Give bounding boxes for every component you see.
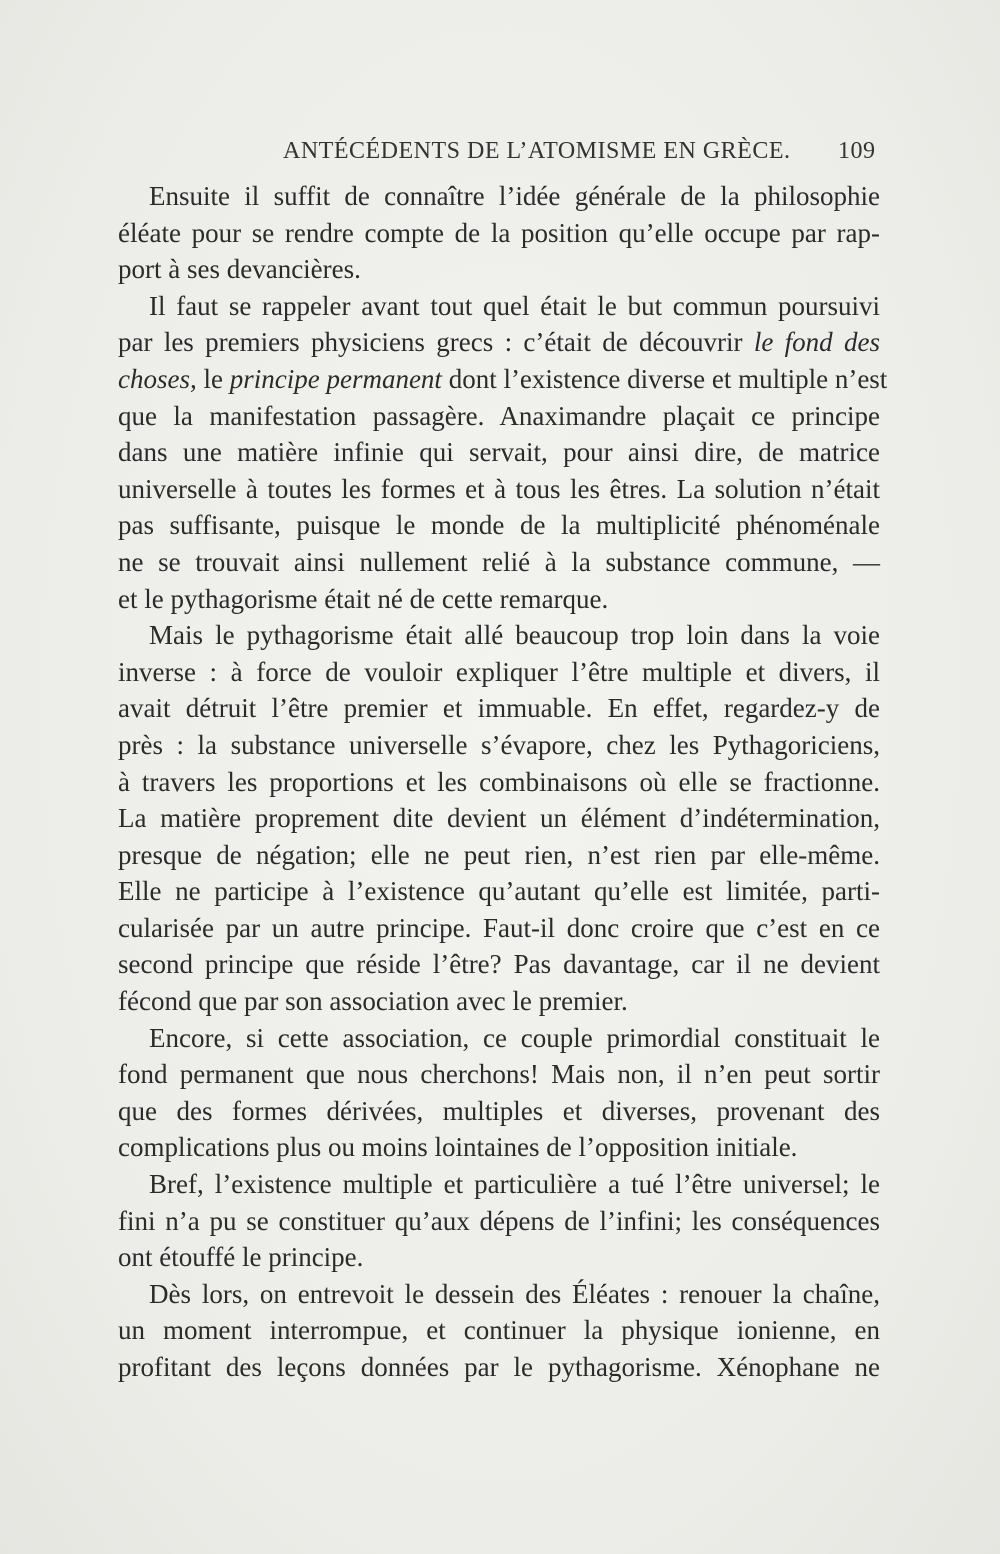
text-segment: par les premiers physiciens grecs : c’était de découvrir <box>118 327 743 358</box>
text-line: Bref, l’existence multiple et particulière a tué l’être universel; le <box>149 1169 880 1200</box>
text-line: et le pythagorisme était né de cette remarque. <box>118 583 609 614</box>
paragraph <box>118 288 888 617</box>
page-number: 109 <box>838 138 876 164</box>
paragraph <box>118 178 880 288</box>
text-line: ne se trouvait ainsi nullement relié à la substance commune, — <box>118 546 880 577</box>
text-line: un moment interrompue, et continuer la physique ionienne, en <box>118 1315 880 1346</box>
text-line: à travers les proportions et les combinaisons où elle se fractionne. <box>118 766 880 797</box>
text-line: Ensuite il suffit de connaître l’idée générale de la philosophie <box>149 181 880 211</box>
text-line: fécond que par son association avec le premier. <box>118 986 628 1017</box>
text-line: Mais le pythagorisme était allé beaucoup trop loin dans la voie <box>149 620 880 651</box>
text-line: Elle ne participe à l’existence qu’autant qu’elle est limitée, parti- <box>118 876 880 907</box>
paragraph <box>118 1276 880 1386</box>
text-line: pas suffisante, puisque le monde de la multiplicité phénoménale <box>118 510 880 541</box>
text-line: que la manifestation passagère. Anaximandre plaçait ce principe <box>118 400 880 431</box>
text-line: fond permanent que nous cherchons! Mais non, il n’en peut sortir <box>118 1059 880 1090</box>
text-line: universelle à toutes les formes et à tous les êtres. La solution n’était <box>118 473 880 504</box>
text-line: que des formes dérivées, multiples et diverses, provenant des <box>118 1095 880 1126</box>
italic-phrase: principe permanent <box>229 363 442 394</box>
italic-phrase: choses, <box>118 363 197 394</box>
text-segment: le <box>203 363 223 394</box>
text-line: complications plus ou moins lointaines de l’opposition initiale. <box>118 1132 798 1163</box>
body-text <box>118 178 888 1386</box>
text-line: Dès lors, on entrevoit le dessein des Éléates : renouer la chaîne, <box>149 1278 880 1309</box>
text-line: port à ses devancières. <box>118 254 361 285</box>
text-line: près : la substance universelle s’évapore, chez les Pythagoriciens, <box>118 729 880 760</box>
text-line: dans une matière infinie qui servait, pour ainsi dire, de matrice <box>118 437 880 468</box>
text-line: cularisée par un autre principe. Faut-il donc croire que c’est en ce <box>118 912 880 943</box>
page-header <box>283 138 883 174</box>
text-line: éléate pour se rendre compte de la position qu’elle occupe par rap- <box>118 217 880 248</box>
text-line: Il faut se rappeler avant tout quel était le but commun poursuivi <box>149 290 880 321</box>
text-line <box>118 361 888 398</box>
text-line: inverse : à force de vouloir expliquer l’être multiple et divers, il <box>118 656 880 687</box>
italic-phrase: le fond des <box>753 327 881 358</box>
text-line <box>118 324 880 361</box>
text-line: profitant des leçons données par le pythagorisme. Xénophane ne <box>118 1352 880 1382</box>
text-line: presque de négation; elle ne peut rien, n’est rien par elle-même. <box>118 839 880 870</box>
paragraph <box>118 1020 880 1166</box>
paragraph <box>118 617 880 1020</box>
text-line: Encore, si cette association, ce couple primordial constituait le <box>149 1022 880 1053</box>
text-line: La matière proprement dite devient un élément d’indétermination, <box>118 803 880 834</box>
text-segment: dont l’existence diverse et multiple n’est <box>448 363 888 394</box>
running-title: ANTÉCÉDENTS DE L’ATOMISME EN GRÈCE. <box>283 138 791 164</box>
text-line: ont étouffé le principe. <box>118 1242 364 1273</box>
paragraph <box>118 1166 880 1276</box>
text-line: second principe que réside l’être? Pas davantage, car il ne devient <box>118 949 880 980</box>
text-line: avait détruit l’être premier et immuable. En effet, regardez-y de <box>118 693 880 724</box>
text-line: fini n’a pu se constituer qu’aux dépens de l’infini; les conséquences <box>118 1205 880 1236</box>
